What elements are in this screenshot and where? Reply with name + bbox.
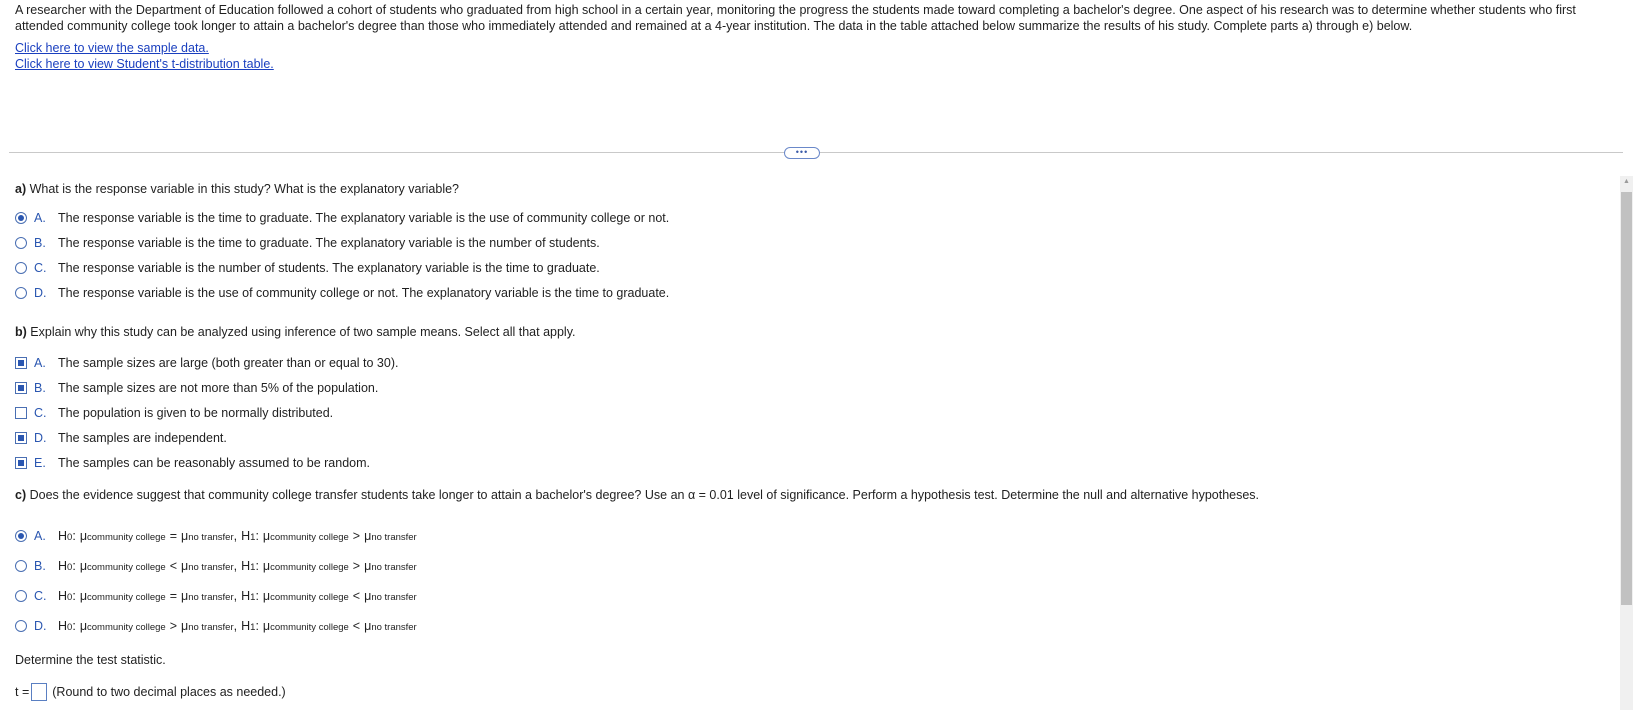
- group2-subscript: no transfer: [371, 562, 417, 573]
- scrollbar-thumb[interactable]: [1621, 192, 1632, 605]
- null-operator: =: [169, 529, 177, 543]
- option-letter: B.: [34, 559, 46, 573]
- radio-button[interactable]: [15, 560, 27, 572]
- problem-intro: A researcher with the Department of Education followed a cohort of students who graduated from high school in a certain year, monitoring the progress the students made toward completing a bachelor's degree. One aspect of his research was to determine whether students who first attended community college took longer to attain a bachelor's degree than those who immediately attended and remained at a 4-year institution. The data in the table attached below summarize the results of his study. Complete parts a) through e) below.: [15, 3, 1576, 33]
- radio-button[interactable]: [15, 262, 27, 274]
- mu-symbol: μ: [364, 619, 372, 633]
- radio-button[interactable]: [15, 287, 27, 299]
- group2-subscript: no transfer: [188, 562, 234, 573]
- hypotheses: H 0 : μ community college < μ no transfer , H 1 : μ community college > μ no transfer: [58, 559, 417, 573]
- group2-subscript: no transfer: [188, 532, 234, 543]
- group2-subscript: no transfer: [371, 622, 417, 633]
- option-text: The response variable is the number of students. The explanatory variable is the time to graduate.: [58, 261, 600, 275]
- null-operator: >: [169, 619, 177, 633]
- mu-symbol: μ: [181, 619, 189, 633]
- option-text: The response variable is the time to graduate. The explanatory variable is the number of students.: [58, 236, 600, 250]
- option-letter: A.: [34, 211, 46, 225]
- part-a-question-text: What is the response variable in this study? What is the explanatory variable?: [29, 182, 459, 196]
- group1-subscript: community college: [270, 532, 349, 543]
- test-stat-row: [15, 683, 286, 701]
- option-text: The population is given to be normally distributed.: [58, 406, 334, 420]
- group2-subscript: no transfer: [371, 532, 417, 543]
- part-b-label: b): [15, 325, 27, 339]
- alt-operator: <: [352, 589, 361, 603]
- t-label: t =: [15, 685, 30, 699]
- round-note: (Round to two decimal places as needed.): [52, 685, 286, 699]
- mu-symbol: μ: [364, 529, 372, 543]
- option-text: The sample sizes are large (both greater than or equal to 30).: [58, 356, 399, 370]
- part-a-option[interactable]: [15, 209, 669, 227]
- hypotheses: H 0 : μ community college = μ no transfer , H 1 : μ community college > μ no transfer: [58, 529, 417, 543]
- option-letter: D.: [34, 431, 47, 445]
- mu-symbol: μ: [79, 559, 88, 573]
- option-text: The samples can be reasonably assumed to be random.: [58, 456, 370, 470]
- part-b-question: [15, 325, 576, 339]
- t-table-link[interactable]: Click here to view Student's t-distribution table.: [15, 57, 274, 71]
- option-text: The response variable is the time to graduate. The explanatory variable is the use of community college or not.: [58, 211, 670, 225]
- checkbox[interactable]: [15, 407, 27, 419]
- part-c-option[interactable]: [15, 587, 417, 605]
- alt-operator: >: [352, 559, 361, 573]
- part-a-option[interactable]: [15, 234, 600, 252]
- option-text: The samples are independent.: [58, 431, 227, 445]
- t-stat-input[interactable]: [31, 683, 47, 701]
- group1-subscript: community college: [87, 622, 166, 633]
- part-c-option[interactable]: [15, 557, 417, 575]
- mu-symbol: μ: [79, 619, 88, 633]
- null-operator: =: [169, 589, 177, 603]
- option-letter: E.: [34, 456, 46, 470]
- group1-subscript: community college: [87, 562, 166, 573]
- part-b-option[interactable]: [15, 429, 227, 447]
- part-c-option[interactable]: [15, 617, 417, 635]
- alt-h-subscript: 1: [250, 532, 256, 543]
- hypotheses: H 0 : μ community college > μ no transfer , H 1 : μ community college < μ no transfer: [58, 619, 417, 633]
- test-stat-prompt: Determine the test statistic.: [15, 653, 166, 667]
- expand-button[interactable]: •••: [784, 147, 820, 159]
- mu-symbol: μ: [181, 589, 189, 603]
- group1-subscript: community college: [270, 592, 349, 603]
- alt-h-symbol: H: [241, 619, 251, 633]
- radio-button[interactable]: [15, 620, 27, 632]
- alt-h-symbol: H: [241, 559, 251, 573]
- part-a-option[interactable]: [15, 284, 669, 302]
- alt-h-symbol: H: [241, 529, 251, 543]
- null-h-subscript: 0: [67, 592, 73, 603]
- null-h-symbol: H: [58, 589, 68, 603]
- part-a-question: [15, 182, 459, 196]
- part-b-option[interactable]: [15, 404, 333, 422]
- alt-operator: >: [352, 529, 361, 543]
- null-h-symbol: H: [58, 529, 68, 543]
- hypotheses: H 0 : μ community college = μ no transfer , H 1 : μ community college < μ no transfer: [58, 589, 417, 603]
- scroll-up-arrow-icon[interactable]: ▲: [1623, 178, 1630, 185]
- checkbox[interactable]: [15, 357, 27, 369]
- mu-symbol: μ: [262, 559, 271, 573]
- part-b-option[interactable]: [15, 379, 378, 397]
- option-letter: D.: [34, 619, 47, 633]
- group1-subscript: community college: [270, 622, 349, 633]
- part-c-label: c): [15, 488, 27, 502]
- option-letter: C.: [34, 261, 47, 275]
- part-c-question: [15, 488, 1259, 502]
- null-h-subscript: 0: [67, 622, 73, 633]
- group2-subscript: no transfer: [188, 622, 234, 633]
- checkbox[interactable]: [15, 457, 27, 469]
- mu-symbol: μ: [262, 529, 271, 543]
- part-b-option[interactable]: [15, 354, 398, 372]
- alt-h-symbol: H: [241, 589, 251, 603]
- option-letter: D.: [34, 286, 47, 300]
- alt-operator: <: [352, 619, 361, 633]
- part-a-label: a): [15, 182, 27, 196]
- part-c-question-text: Does the evidence suggest that community college transfer students take longer to attain a bachelor's degree? Use an α = 0.01 level of significance. Perform a hypothesis test. Determine the null and alternative hypotheses.: [29, 488, 1260, 502]
- radio-button[interactable]: [15, 237, 27, 249]
- mu-symbol: μ: [181, 559, 189, 573]
- mu-symbol: μ: [364, 559, 372, 573]
- radio-button[interactable]: [15, 212, 27, 224]
- option-letter: A.: [34, 356, 46, 370]
- option-letter: A.: [34, 529, 46, 543]
- radio-button[interactable]: [15, 530, 27, 542]
- mu-symbol: μ: [262, 589, 271, 603]
- group1-subscript: community college: [87, 592, 166, 603]
- null-h-subscript: 0: [67, 562, 73, 573]
- group1-subscript: community college: [270, 562, 349, 573]
- alt-h-subscript: 1: [250, 592, 256, 603]
- sample-data-link[interactable]: Click here to view the sample data.: [15, 41, 209, 55]
- alt-h-subscript: 1: [250, 562, 256, 573]
- option-text: The response variable is the use of community college or not. The explanatory variable is the time to graduate.: [58, 286, 670, 300]
- mu-symbol: μ: [79, 589, 88, 603]
- checkbox[interactable]: [15, 382, 27, 394]
- mu-symbol: μ: [79, 529, 88, 543]
- group2-subscript: no transfer: [371, 592, 417, 603]
- null-h-symbol: H: [58, 619, 68, 633]
- group1-subscript: community college: [87, 532, 166, 543]
- option-letter: B.: [34, 381, 46, 395]
- null-h-symbol: H: [58, 559, 68, 573]
- part-c-option[interactable]: [15, 527, 417, 545]
- part-b-option[interactable]: [15, 454, 370, 472]
- null-operator: <: [169, 559, 177, 573]
- option-letter: C.: [34, 589, 47, 603]
- mu-symbol: μ: [262, 619, 271, 633]
- mu-symbol: μ: [181, 529, 189, 543]
- part-b-question-text: Explain why this study can be analyzed using inference of two sample means. Select all that apply.: [30, 325, 576, 339]
- alt-h-subscript: 1: [250, 622, 256, 633]
- option-letter: C.: [34, 406, 47, 420]
- option-text: The sample sizes are not more than 5% of the population.: [58, 381, 379, 395]
- group2-subscript: no transfer: [188, 592, 234, 603]
- part-a-option[interactable]: [15, 259, 600, 277]
- null-h-subscript: 0: [67, 532, 73, 543]
- option-letter: B.: [34, 236, 46, 250]
- checkbox[interactable]: [15, 432, 27, 444]
- mu-symbol: μ: [364, 589, 372, 603]
- radio-button[interactable]: [15, 590, 27, 602]
